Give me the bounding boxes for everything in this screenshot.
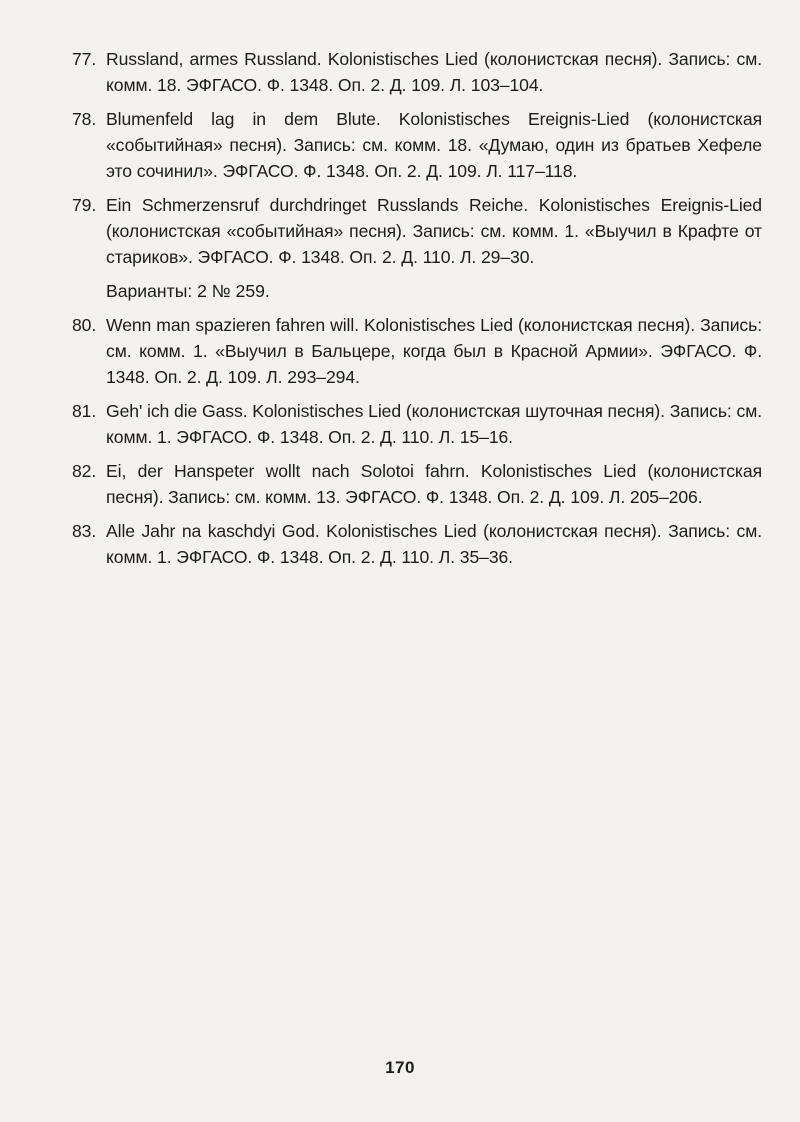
- page-number: 170: [385, 1058, 415, 1077]
- entry-77: [72, 46, 762, 98]
- entry-text: Alle Jahr na kaschdyi God. Kolonistisches Lied (колонистская песня). Запись: см. комм. 1. ЭФГАСО. Ф. 1348. Оп. 2. Д. 110. Л. 35–36.: [106, 521, 762, 567]
- entry-text: Ein Schmerzensruf durchdringet Russlands Reiche. Kolonistisches Ereignis-Lied (колонистская «событийная» песня). Запись: см. комм. 1. «Выучил в Крафте от стариков». ЭФГАСО. Ф. 1348. Оп. 2. Д. 110. Л. 29–30.: [106, 195, 762, 267]
- entries-list: [72, 46, 762, 578]
- entry-number: 81.: [72, 401, 97, 421]
- entry-number: 77.: [72, 49, 97, 69]
- entry-79-variants: Варианты: 2 № 259.: [106, 281, 270, 301]
- entry-text: Ei, der Hanspeter wollt nach Solotoi fahrn. Kolonistisches Lied (колонистская песня). Запись: см. комм. 13. ЭФГАСО. Ф. 1348. Оп. 2. Д. 109. Л. 205–206.: [106, 461, 762, 507]
- entry-text: Wenn man spazieren fahren will. Kolonistisches Lied (колонистская песня). Запись: см. комм. 1. «Выучил в Бальцере, когда был в Красной Армии». ЭФГАСО. Ф. 1348. Оп. 2. Д. 109. Л. 293–294.: [106, 315, 762, 387]
- entry-text: Blumenfeld lag in dem Blute. Kolonistisches Ereignis-Lied (колонистская «событийная» песня). Запись: см. комм. 18. «Думаю, один из братьев Хефеле это сочинил». ЭФГАСО. Ф. 1348. Оп. 2. Д. 109. Л. 117–118.: [106, 109, 762, 181]
- entry-80: [72, 312, 762, 390]
- entry-79: [72, 192, 762, 270]
- entry-78: [72, 106, 762, 184]
- entry-81: [72, 398, 762, 450]
- entry-number: 83.: [72, 521, 97, 541]
- entry-text: Russland, armes Russland. Kolonistisches Lied (колонистская песня). Запись: см. комм. 18. ЭФГАСО. Ф. 1348. Оп. 2. Д. 109. Л. 103–104.: [106, 49, 762, 95]
- entry-number: 79.: [72, 195, 97, 215]
- entry-text: Geh' ich die Gass. Kolonistisches Lied (колонистская шуточная песня). Запись: см. комм. 1. ЭФГАСО. Ф. 1348. Оп. 2. Д. 110. Л. 15–16.: [106, 401, 762, 447]
- entry-82: [72, 458, 762, 510]
- entry-number: 82.: [72, 461, 97, 481]
- entry-83: [72, 518, 762, 570]
- entry-number: 78.: [72, 109, 97, 129]
- entry-number: 80.: [72, 315, 97, 335]
